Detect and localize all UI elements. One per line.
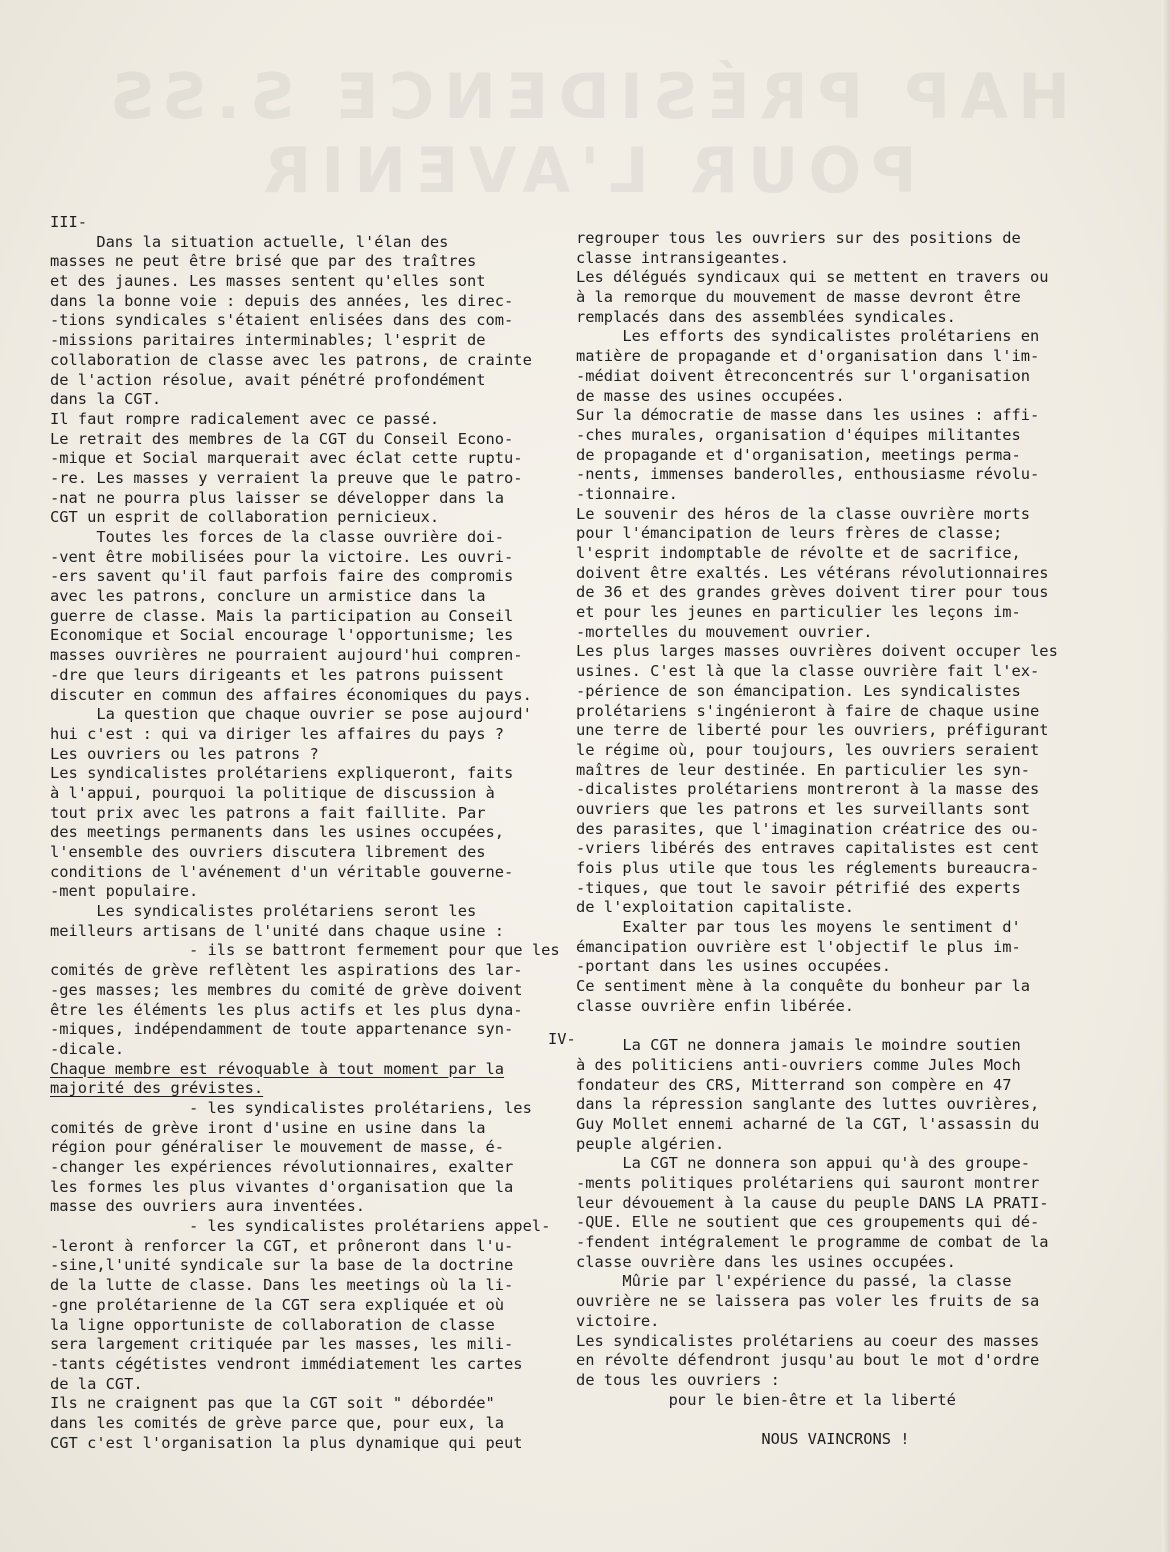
text-line: -périence de son émancipation. Les syndicalistes [576, 681, 1021, 700]
text-line: pour le bien-être et la liberté [576, 1390, 956, 1409]
text-line: le régime où, pour toujours, les ouvriers seraient [576, 740, 1040, 759]
text-line: La question que chaque ouvrier se pose aujourd' [50, 705, 532, 724]
text-line: -vriers libérés des entraves capitalistes est cent [576, 839, 1040, 858]
text-line: Ce sentiment mène à la conquête du bonheur par la [576, 977, 1031, 996]
text-line: Le retrait des membres de la CGT du Conseil Econo- [50, 429, 514, 448]
text-line: -mortelles du mouvement ouvrier. [576, 622, 873, 641]
text-line: hui c'est : qui va diriger les affaires du pays ? [50, 724, 505, 743]
text-line: -changer les expériences révolutionnaires, exalter [50, 1158, 514, 1176]
text-line: pour l'émancipation de leurs frères de classe; [576, 524, 1003, 543]
text-line: La CGT ne donnera jamais le moindre soutien [576, 1036, 1021, 1055]
text-line: -portant dans les usines occupées. [576, 957, 892, 976]
text-line: leur dévouement à la cause du peuple DANS LA PRATI- [576, 1193, 1049, 1212]
text-line: - les syndicalistes prolétariens, les [50, 1098, 532, 1117]
text-line: usines. C'est là que la classe ouvrière fait l'ex- [576, 662, 1040, 681]
text-line: -tants cégétistes vendront immédiatement les cartes [50, 1354, 523, 1373]
text-line: -tionnaire. [576, 484, 678, 503]
text-line: -missions paritaires interminables; l'esprit de [50, 331, 486, 350]
text-line: ouvrière ne se laissera pas voler les fruits de sa [576, 1292, 1040, 1311]
text-line: regrouper tous les ouvriers sur des positions de [576, 229, 1021, 247]
text-line: de propagande et d'organisation, meetings perma- [576, 445, 1021, 464]
text-line: fois plus utile que tous les réglements bureaucra- [576, 859, 1040, 877]
text-line: -re. Les masses y verraient la preuve que le patro- [50, 468, 523, 487]
text-line: collaboration de classe avec les patrons, de crainte [50, 350, 532, 369]
right-column [576, 229, 1101, 1450]
text-line: des meetings permanents dans les usines occupées, [50, 823, 505, 842]
text-line: région pour généraliser le mouvement de masse, é- [50, 1138, 505, 1157]
text-line: -gne prolétarienne de la CGT sera expliquée et où [50, 1295, 505, 1314]
text-line: de l'action résolue, avait pénétré profondément [50, 370, 486, 389]
text-line: -dicalistes prolétariens montreront à la masse des [576, 780, 1040, 799]
text-line: être les éléments les plus actifs et les plus dyna- [50, 1000, 523, 1019]
text-line: -vent être mobilisées pour la victoire. Les ouvri- [50, 547, 514, 566]
text-line: -QUE. Elle ne soutient que ces groupements qui dé- [576, 1213, 1040, 1232]
text-line: peuple algérien. [576, 1134, 725, 1153]
text-line: conditions de l'avénement d'un véritable gouverne- [50, 862, 514, 881]
text-line: Toutes les forces de la classe ouvrière doi- [50, 528, 505, 546]
text-line: NOUS VAINCRONS ! [576, 1429, 910, 1448]
text-line: doivent être exaltés. Les vétérans révolutionnaires [576, 563, 1049, 582]
text-line: dans la répression sanglante des luttes ouvrières, [576, 1095, 1040, 1114]
text-line: remplacés dans des assemblées syndicales. [576, 307, 956, 326]
text-line: dans les comités de grève parce que, pour eux, la [50, 1413, 505, 1432]
text-line: -miques, indépendamment de toute appartenance syn- [50, 1020, 514, 1039]
text-line: - les syndicalistes prolétariens appel- [50, 1217, 551, 1236]
left-column [50, 213, 570, 1453]
text-line: Ils ne craignent pas que la CGT soit " débordée" [50, 1394, 495, 1413]
text-line: et pour les jeunes en particulier les leçons im- [576, 603, 1021, 622]
text-line: Les syndicalistes prolétariens expliqueront, faits [50, 764, 514, 783]
text-line: à l'appui, pourquoi la politique de discussion à [50, 783, 495, 802]
text-line: discuter en commun des affaires économiques du pays. [50, 685, 532, 704]
text-line: des parasites, que l'imagination créatrice des ou- [576, 819, 1040, 838]
text-line: -ment populaire. [50, 882, 199, 901]
text-line: de l'exploitation capitaliste. [576, 898, 854, 917]
text-line: Le souvenir des héros de la classe ouvrière morts [576, 504, 1031, 523]
text-line: de la lutte de classe. Dans les meetings où la li- [50, 1276, 514, 1295]
text-line: de la CGT. [50, 1374, 143, 1393]
bleed-line-2: POUR L'AVENIR [253, 134, 917, 207]
text-line: -nat ne pourra plus laisser se développer dans la [50, 488, 505, 507]
text-line: les formes les plus vivantes d'organisation que la [50, 1177, 514, 1196]
text-line: de tous les ouvriers : [576, 1370, 780, 1389]
text-line: de masse des usines occupées. [576, 386, 845, 405]
text-line: -ers savent qu'il faut parfois faire des compromis [50, 567, 514, 586]
text-line: matière de propagande et d'organisation dans l'im- [576, 347, 1040, 366]
text-line: III- [50, 213, 88, 231]
text-line: Mûrie par l'expérience du passé, la classe [576, 1272, 1012, 1291]
text-line: Chaque membre est révoquable à tout moment par la [50, 1059, 505, 1078]
text-line: victoire. [576, 1311, 660, 1330]
text-line: Les efforts des syndicalistes prolétariens en [576, 327, 1040, 346]
text-line: émancipation ouvrière est l'objectif le plus im- [576, 937, 1021, 956]
text-line: -ments politiques prolétariens qui sauront montrer [576, 1174, 1040, 1192]
text-line: CGT c'est l'organisation la plus dynamique qui peut [50, 1433, 523, 1452]
text-line: -leront à renforcer la CGT, et prôneront dans l'u- [50, 1236, 514, 1255]
bleed-line-1: HAP PRÉSIDENCE S.SS [99, 60, 1071, 133]
text-line: La CGT ne donnera son appui qu'à des groupe- [576, 1154, 1031, 1173]
text-line: comités de grève iront d'usine en usine dans la [50, 1118, 486, 1137]
text-line: ouvriers que les patrons et les surveillants sont [576, 799, 1031, 818]
text-line: Les syndicalistes prolétariens seront les [50, 902, 477, 921]
text-line: Dans la situation actuelle, l'élan des [50, 232, 449, 251]
text-line: -nents, immenses banderolles, enthousiasme révolu- [576, 465, 1040, 484]
text-line: fondateur des CRS, Mitterrand son compère en 47 [576, 1075, 1012, 1094]
text-line: l'ensemble des ouvriers discutera librement des [50, 843, 486, 861]
text-line: Guy Mollet ennemi acharné de la CGT, l'assassin du [576, 1114, 1040, 1133]
text-line: Les délégués syndicaux qui se mettent en travers ou [576, 268, 1049, 287]
text-line: dans la bonne voie : depuis des années, les direc- [50, 291, 514, 310]
text-line: majorité des grévistes. [50, 1079, 264, 1098]
page-edge-shadow [1162, 0, 1170, 1552]
text-line: -dre que leurs dirigeants et les patrons puissent [50, 665, 505, 684]
text-line: masses ne peut être brisé que par des traîtres [50, 252, 477, 271]
text-line: Il faut rompre radicalement avec ce passé. [50, 409, 440, 428]
text-line: dans la CGT. [50, 390, 162, 409]
text-line: -sine,l'unité syndicale sur la base de la doctrine [50, 1256, 514, 1275]
text-line: -fendent intégralement le programme de combat de la [576, 1233, 1049, 1252]
text-line: Exalter par tous les moyens le sentiment d' [576, 918, 1021, 937]
text-line: -tions syndicales s'étaient enlisées dans des com- [50, 311, 514, 330]
text-line: masses ouvrières ne pourraient aujourd'hui compren- [50, 646, 523, 665]
text-line: en révolte défendront jusqu'au bout le mot d'ordre [576, 1351, 1040, 1370]
text-line: -médiat doivent êtreconcentrés sur l'organisation [576, 366, 1031, 385]
text-line: Les syndicalistes prolétariens au coeur des masses [576, 1331, 1040, 1350]
text-line: - ils se battront fermement pour que les [50, 941, 560, 960]
text-line: à des politiciens anti-ouvriers comme Jules Moch [576, 1055, 1021, 1074]
text-line: et des jaunes. Les masses sentent qu'elles sont [50, 272, 486, 291]
section-iv-marker: IV- [548, 1030, 576, 1048]
text-line: de 36 et des grandes grèves doivent tirer pour tous [576, 583, 1049, 602]
text-line: -tiques, que tout le savoir pétrifié des experts [576, 878, 1021, 897]
text-line: la ligne opportuniste de collaboration de classe [50, 1315, 495, 1334]
text-line [576, 1017, 1101, 1037]
text-line: CGT un esprit de collaboration pernicieux. [50, 508, 440, 527]
text-line: -mique et Social marquerait avec éclat cette ruptu- [50, 449, 523, 468]
text-line: l'esprit indomptable de révolte et de sacrifice, [576, 544, 1021, 562]
text-line: Sur la démocratie de masse dans les usines : affi- [576, 406, 1040, 425]
text-line: masse des ouvriers aura inventées. [50, 1197, 366, 1216]
text-line: maîtres de leur destinée. En particulier les syn- [576, 760, 1031, 779]
text-line: à la remorque du mouvement de masse devront être [576, 288, 1021, 307]
text-line: une terre de liberté pour les ouvriers, préfigurant [576, 721, 1049, 740]
text-line: -dicale. [50, 1039, 125, 1058]
text-line: prolétariens s'ingénieront à faire de chaque usine [576, 701, 1040, 720]
text-line: guerre de classe. Mais la participation au Conseil [50, 606, 514, 625]
text-line: Les plus larges masses ouvrières doivent occuper les [576, 642, 1058, 661]
text-line: avec les patrons, conclure un armistice dans la [50, 587, 486, 606]
bleed-through-text [20, 60, 1150, 220]
text-line: Economique et Social encourage l'opportunisme; les [50, 626, 514, 645]
text-line: comités de grève reflètent les aspirations des lar- [50, 961, 523, 980]
text-line: tout prix avec les patrons a fait faillite. Par [50, 803, 486, 822]
text-line: classe ouvrière dans les usines occupées. [576, 1252, 956, 1271]
text-line: -ges masses; les membres du comité de grève doivent [50, 980, 523, 999]
text-line: classe ouvrière enfin libérée. [576, 996, 854, 1015]
text-line: classe intransigeantes. [576, 248, 790, 267]
text-line [576, 1410, 1101, 1430]
text-line: Les ouvriers ou les patrons ? [50, 744, 319, 763]
text-line: -ches murales, organisation d'équipes militantes [576, 425, 1021, 444]
text-line: sera largement critiquée par les masses, les mili- [50, 1335, 514, 1354]
text-line: meilleurs artisans de l'unité dans chaque usine : [50, 921, 505, 940]
